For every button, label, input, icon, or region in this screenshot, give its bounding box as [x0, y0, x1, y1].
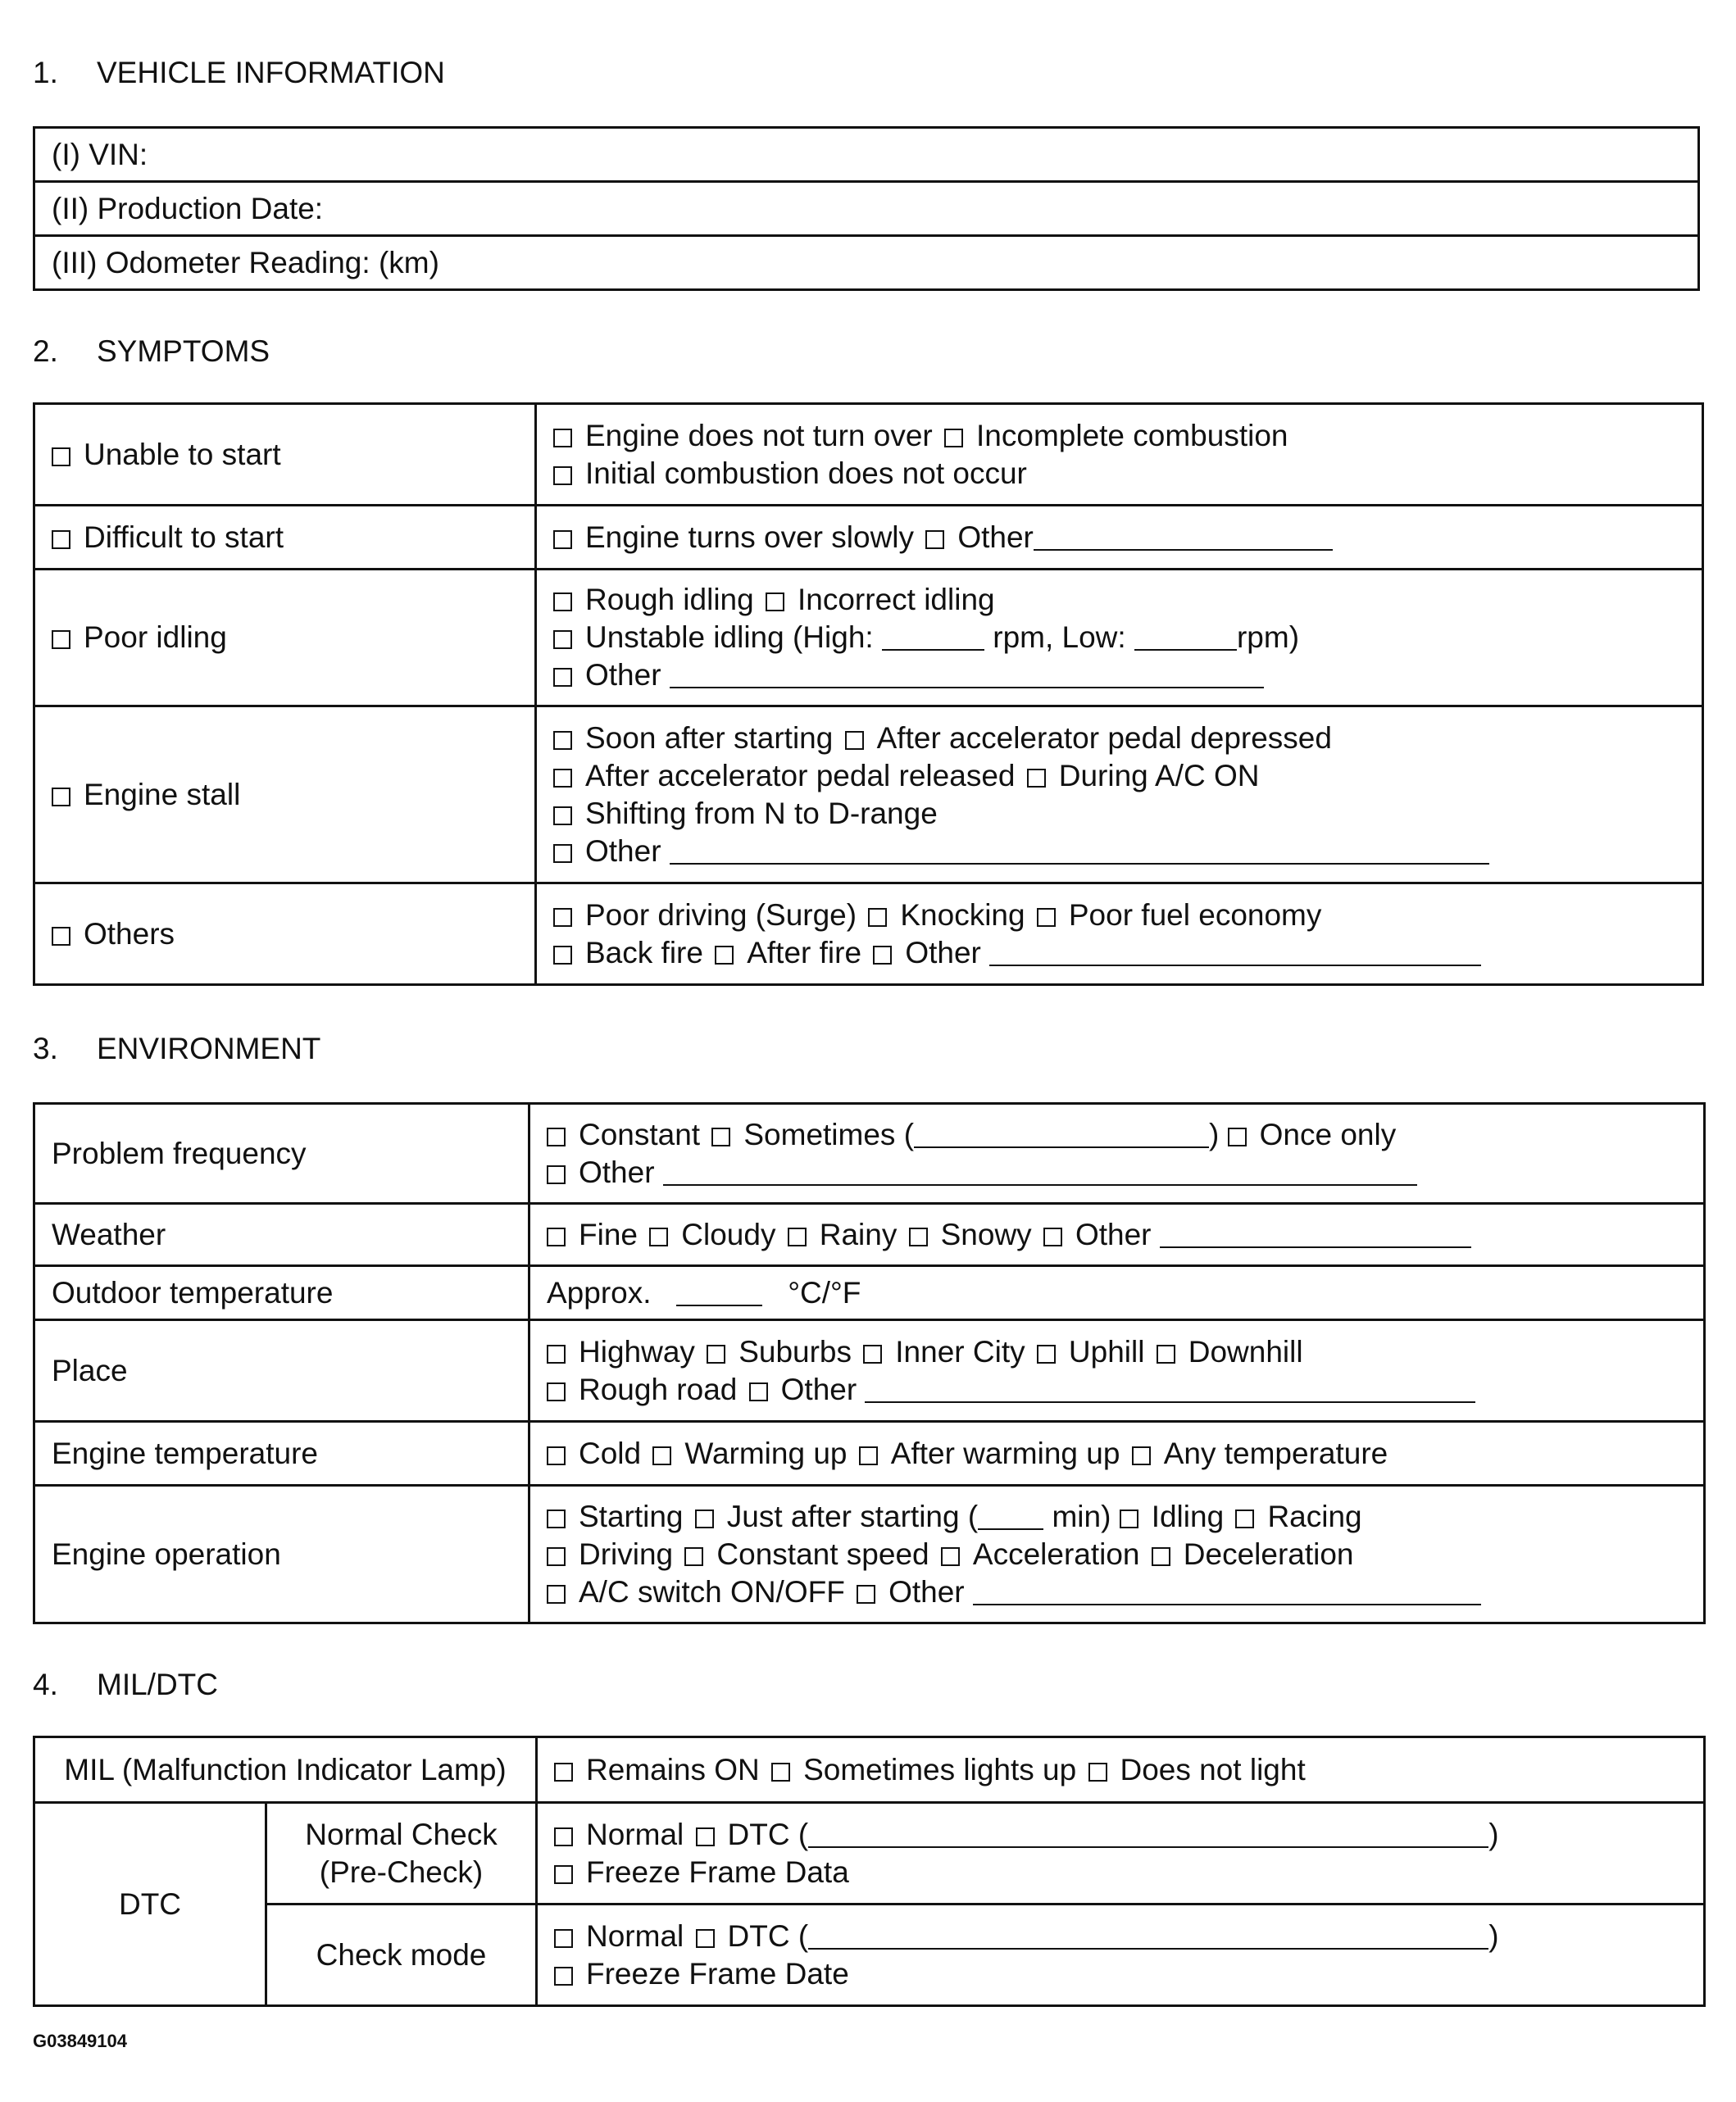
checkbox[interactable]	[52, 630, 70, 649]
env-options: Highway Suburbs Inner City Uphill Downhill Rough road Other	[529, 1320, 1705, 1422]
checkbox[interactable]	[547, 1345, 566, 1364]
env-options: Approx. °C/°F	[529, 1266, 1705, 1320]
checkbox[interactable]	[649, 1228, 668, 1246]
symptom-options: Engine does not turn over Incomplete combustion Initial combustion does not occur	[536, 404, 1703, 506]
checkbox[interactable]	[52, 447, 70, 466]
mil-options: Remains ON Sometimes lights up Does not light	[537, 1737, 1705, 1803]
env-label: Place	[34, 1320, 529, 1422]
checkbox[interactable]	[1027, 769, 1046, 788]
symptom-label: Poor idling	[34, 570, 536, 706]
blank-line[interactable]	[1160, 1222, 1471, 1248]
blank-line[interactable]	[1134, 624, 1237, 651]
section-1-title: 1. VEHICLE INFORMATION	[33, 56, 445, 89]
blank-line[interactable]	[670, 662, 1264, 688]
env-label: Engine temperature	[34, 1422, 529, 1486]
env-label: Problem frequency	[34, 1104, 529, 1204]
env-label: Weather	[34, 1204, 529, 1266]
checkbox[interactable]	[553, 908, 572, 927]
dtc-label: DTC	[34, 1803, 266, 2006]
checkbox[interactable]	[553, 946, 572, 965]
checkbox[interactable]	[1088, 1763, 1107, 1782]
section-3-title: 3. ENVIRONMENT	[33, 1032, 321, 1065]
checkbox[interactable]	[554, 1967, 573, 1986]
checkbox[interactable]	[696, 1929, 715, 1948]
blank-line[interactable]	[978, 1504, 1043, 1530]
checkbox[interactable]	[1152, 1547, 1170, 1566]
check-mode-options: Normal DTC ( ) Freeze Frame Date	[537, 1905, 1705, 2006]
checkbox[interactable]	[771, 1763, 790, 1782]
checkbox[interactable]	[52, 530, 70, 549]
checkbox[interactable]	[554, 1763, 573, 1782]
checkbox[interactable]	[766, 592, 784, 611]
checkbox[interactable]	[553, 769, 572, 788]
checkbox[interactable]	[553, 630, 572, 649]
checkbox[interactable]	[1043, 1228, 1062, 1246]
checkbox[interactable]	[845, 731, 864, 750]
blank-line[interactable]	[1034, 524, 1333, 551]
checkbox[interactable]	[52, 788, 70, 806]
env-label: Engine operation	[34, 1486, 529, 1623]
normal-check-options: Normal DTC ( ) Freeze Frame Data	[537, 1803, 1705, 1905]
checkbox[interactable]	[1132, 1446, 1151, 1465]
checkbox[interactable]	[863, 1345, 882, 1364]
blank-line[interactable]	[676, 1280, 762, 1306]
figure-code: G03849104	[33, 2031, 127, 2051]
checkbox[interactable]	[707, 1345, 725, 1364]
symptom-options: Soon after starting After accelerator pedal depressed After accelerator pedal released During A/C ON Shifting from N to D-range Other	[536, 706, 1703, 883]
checkbox[interactable]	[553, 668, 572, 687]
checkbox[interactable]	[1157, 1345, 1175, 1364]
checkbox[interactable]	[1235, 1510, 1254, 1528]
checkbox[interactable]	[696, 1827, 715, 1846]
checkbox[interactable]	[944, 429, 963, 447]
symptom-options: Rough idling Incorrect idling Unstable idling (High: rpm, Low: rpm) Other	[536, 570, 1703, 706]
checkbox[interactable]	[925, 530, 944, 549]
checkbox[interactable]	[553, 592, 572, 611]
checkbox[interactable]	[941, 1547, 960, 1566]
symptom-label: Others	[34, 883, 536, 985]
checkbox[interactable]	[553, 466, 572, 485]
checkbox[interactable]	[873, 946, 892, 965]
check-mode-label: Check mode	[266, 1905, 537, 2006]
mil-dtc-table	[33, 1736, 1706, 2007]
checkbox[interactable]	[547, 1446, 566, 1465]
checkbox[interactable]	[749, 1382, 768, 1401]
vin-field[interactable]: (I) VIN:	[34, 128, 1699, 182]
production-date-field[interactable]: (II) Production Date:	[34, 182, 1699, 236]
env-options: Fine Cloudy Rainy Snowy Other	[529, 1204, 1705, 1266]
blank-line[interactable]	[808, 1923, 1488, 1950]
section-4-title: 4. MIL/DTC	[33, 1668, 218, 1701]
checkbox[interactable]	[553, 731, 572, 750]
checkbox[interactable]	[553, 806, 572, 825]
checkbox[interactable]	[695, 1510, 714, 1528]
checkbox[interactable]	[554, 1929, 573, 1948]
blank-line[interactable]	[989, 940, 1481, 966]
checkbox[interactable]	[547, 1382, 566, 1401]
checkbox[interactable]	[1228, 1128, 1247, 1146]
normal-check-label: Normal Check (Pre-Check)	[266, 1803, 537, 1905]
checkbox[interactable]	[857, 1585, 875, 1604]
odometer-field[interactable]: (III) Odometer Reading: (km)	[34, 236, 1699, 290]
checkbox[interactable]	[868, 908, 887, 927]
checkbox[interactable]	[711, 1128, 730, 1146]
blank-line[interactable]	[663, 1160, 1417, 1186]
checkbox[interactable]	[1120, 1510, 1138, 1528]
checkbox[interactable]	[52, 927, 70, 946]
checkbox[interactable]	[1037, 908, 1056, 927]
env-options: Constant Sometimes ( ) Once only Other	[529, 1104, 1705, 1204]
vehicle-info-table	[33, 126, 1700, 291]
checkbox[interactable]	[788, 1228, 807, 1246]
checkbox[interactable]	[684, 1547, 703, 1566]
checkbox[interactable]	[554, 1865, 573, 1884]
checkbox[interactable]	[547, 1510, 566, 1528]
checkbox[interactable]	[909, 1228, 928, 1246]
blank-line[interactable]	[808, 1822, 1488, 1848]
blank-line[interactable]	[914, 1122, 1209, 1148]
checkbox[interactable]	[553, 429, 572, 447]
symptoms-table	[33, 402, 1704, 986]
checkbox[interactable]	[553, 530, 572, 549]
checkbox[interactable]	[859, 1446, 878, 1465]
symptom-options: Poor driving (Surge) Knocking Poor fuel economy Back fire After fire Other	[536, 883, 1703, 985]
checkbox[interactable]	[553, 844, 572, 863]
checkbox[interactable]	[554, 1827, 573, 1846]
environment-table	[33, 1102, 1706, 1624]
checkbox[interactable]	[547, 1547, 566, 1566]
checkbox[interactable]	[547, 1165, 566, 1184]
blank-line[interactable]	[973, 1579, 1481, 1605]
blank-line[interactable]	[865, 1377, 1475, 1403]
env-options: Cold Warming up After warming up Any temperature	[529, 1422, 1705, 1486]
symptom-options: Engine turns over slowly Other	[536, 506, 1703, 570]
mil-label: MIL (Malfunction Indicator Lamp)	[34, 1737, 537, 1803]
blank-line[interactable]	[670, 838, 1489, 865]
checkbox[interactable]	[1037, 1345, 1056, 1364]
checkbox[interactable]	[547, 1228, 566, 1246]
checkbox[interactable]	[547, 1585, 566, 1604]
section-2-title: 2. SYMPTOMS	[33, 334, 270, 368]
blank-line[interactable]	[882, 624, 984, 651]
checkbox[interactable]	[652, 1446, 671, 1465]
env-label: Outdoor temperature	[34, 1266, 529, 1320]
checkbox[interactable]	[547, 1128, 566, 1146]
symptom-label: Engine stall	[34, 706, 536, 883]
env-options: Starting Just after starting ( min) Idling Racing Driving Constant speed Acceleration Deceleration A/C switch ON/OFF Other	[529, 1486, 1705, 1623]
checkbox[interactable]	[715, 946, 734, 965]
symptom-label: Unable to start	[34, 404, 536, 506]
symptom-label: Difficult to start	[34, 506, 536, 570]
